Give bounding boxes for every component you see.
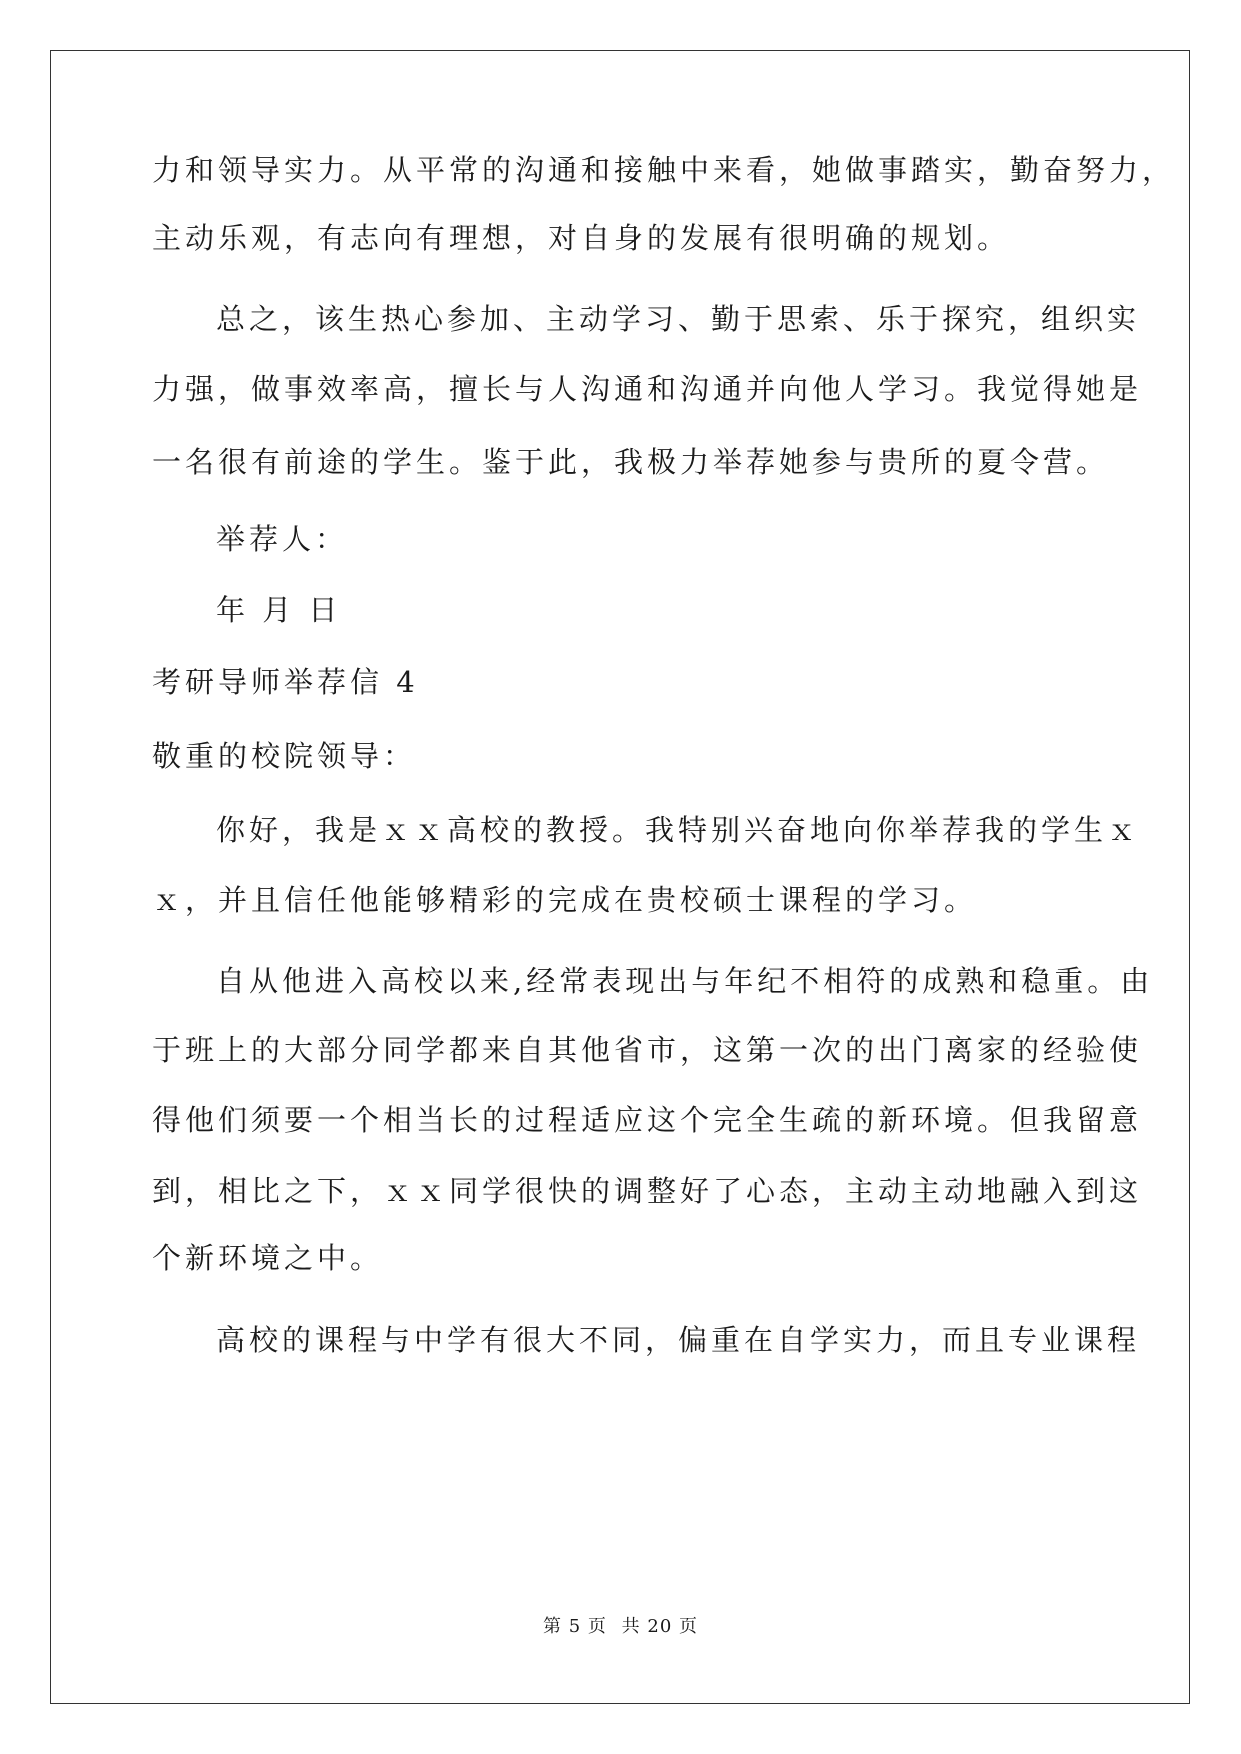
paragraph-line: 你好，我是ｘｘ高校的教授。我特别兴奋地向你举荐我的学生ｘ xyxy=(216,813,1141,847)
paragraph-line: 力和领导实力。从平常的沟通和接触中来看，她做事踏实，勤奋努力， xyxy=(152,153,1176,187)
paragraph-line: 总之，该生热心参加、主动学习、勤于思索、乐于探究，组织实 xyxy=(216,302,1141,336)
page-footer xyxy=(0,1612,1241,1638)
paragraph-line: ｘ，并且信任他能够精彩的完成在贵校硕士课程的学习。 xyxy=(152,883,978,917)
paragraph-line: 于班上的大部分同学都来自其他省市，这第一次的出门离家的经验使 xyxy=(152,1033,1143,1067)
paragraph-line: 一名很有前途的学生。鉴于此，我极力举荐她参与贵所的夏令营。 xyxy=(152,445,1110,479)
section-heading: 考研导师举荐信 4 xyxy=(152,665,419,699)
salutation: 敬重的校院领导： xyxy=(152,739,417,773)
paragraph-line: 力强，做事效率高，擅长与人沟通和沟通并向他人学习。我觉得她是 xyxy=(152,372,1143,406)
paragraph-line: 到，相比之下，ｘｘ同学很快的调整好了心态，主动主动地融入到这 xyxy=(152,1174,1143,1208)
paragraph-line: 高校的课程与中学有很大不同，偏重在自学实力，而且专业课程 xyxy=(216,1323,1141,1357)
paragraph-line: 个新环境之中。 xyxy=(152,1241,384,1275)
page-number: 第 5 页 xyxy=(543,1616,607,1637)
paragraph-line: 自从他进入高校以来,经常表现出与年纪不相符的成熟和稳重。由 xyxy=(216,964,1154,998)
paragraph-line: 主动乐观，有志向有理想，对自身的发展有很明确的规划。 xyxy=(152,221,1011,255)
paragraph-line: 得他们须要一个相当长的过程适应这个完全生疏的新环境。但我留意 xyxy=(152,1103,1143,1137)
recommender-label: 举荐人： xyxy=(216,522,349,556)
date-line: 年 月 日 xyxy=(216,593,342,627)
page-total: 共 20 页 xyxy=(621,1616,698,1637)
